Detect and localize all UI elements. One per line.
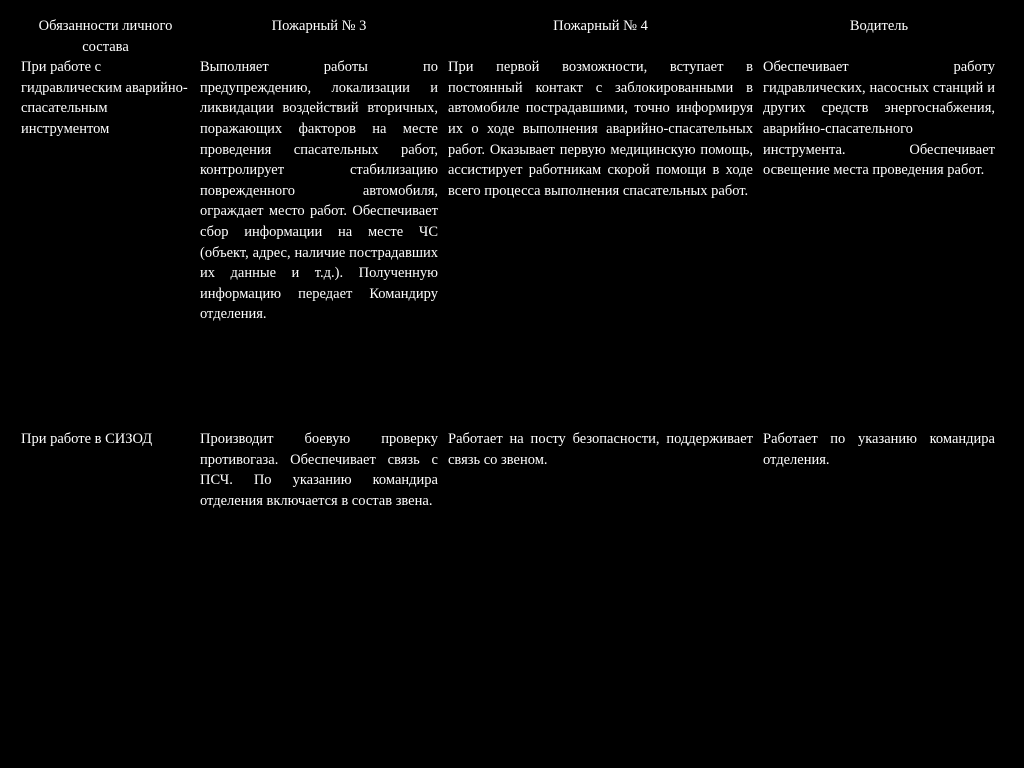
header-driver: Водитель	[849, 18, 909, 34]
row-label-hydraulic: При работе с гидравлическим аварийно-спасательным инструментом	[21, 59, 188, 137]
cell-firefighter-4: При первой возможности, вступает в постоянный контакт с заблокированными в автомобиле пострадавшими, точно информируя их о ходе выполнения аварийно-спасательных работ. Оказывает первую медицинскую помощь, ассистирует работникам скорой помощи в ходе всего процесса выполнения спасательных работ.	[448, 59, 753, 199]
header-duties: Обязанности личного состава	[38, 18, 173, 55]
cell-firefighter-4: Работает на посту безопасности, поддерживает связь со звеном.	[448, 431, 753, 468]
cell-firefighter-3: Производит боевую проверку противогаза. Обеспечивает связь с ПСЧ. По указанию командира отделения включается в состав звена.	[200, 431, 438, 509]
cell-driver: Обеспечивает работу гидравлических, насосных станций и других средств энергоснабжения, аварийно-спасательного инструмента. Обеспечивает освещение места проведения работ.	[763, 59, 995, 179]
header-firefighter-3: Пожарный № 3	[271, 18, 367, 34]
table-row	[16, 57, 1000, 429]
header-row	[16, 16, 1000, 57]
header-firefighter-4: Пожарный № 4	[553, 18, 648, 34]
duties-table	[16, 16, 1000, 549]
row-label-sizod: При работе в СИЗОД	[21, 431, 153, 448]
cell-driver: Работает по указанию командира отделения.	[763, 431, 995, 468]
table-row	[16, 429, 1000, 549]
cell-firefighter-3: Выполняет работы по предупреждению, локализации и ликвидации воздействий вторичных, поражающих факторов на месте проведения спасательных работ, контролирует стабилизацию поврежденного автомобиля, ограждает место работ. Обеспечивает сбор информации на месте ЧС (объект, адрес, наличие пострадавших их данные и т.д.). Полученную информацию передает Командиру отделения.	[200, 59, 438, 323]
